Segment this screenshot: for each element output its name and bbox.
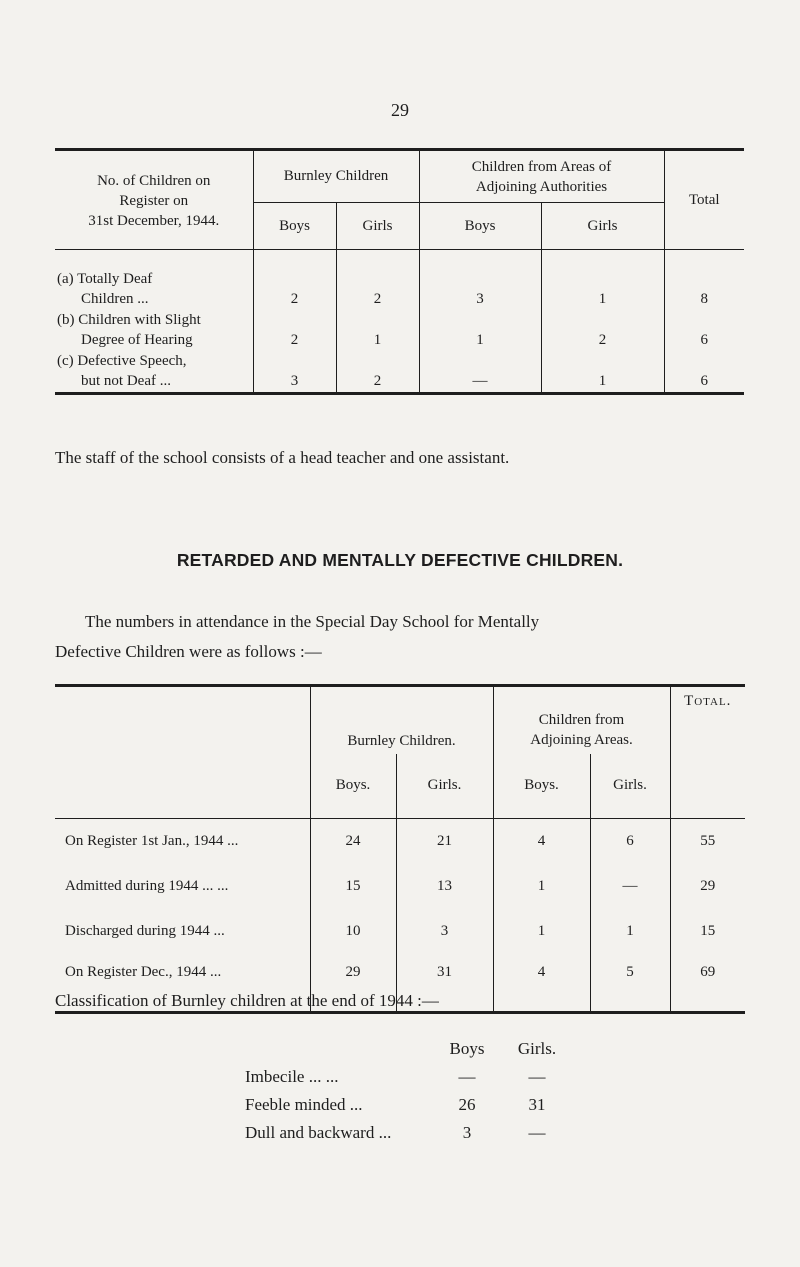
adjoining-areas-header: Children from Adjoining Areas. xyxy=(493,686,670,754)
cell: 1 xyxy=(419,310,541,351)
row-label: (b) Children with Slight Degree of Hearing xyxy=(57,311,201,348)
cell: 1 xyxy=(541,250,664,310)
cell: 2 xyxy=(336,250,419,310)
cell: 3 xyxy=(462,1123,472,1142)
row-label: Admitted during 1944 ... ... xyxy=(65,878,229,894)
row-label: Dull and backward ... xyxy=(245,1123,392,1142)
cell: 1 xyxy=(541,351,664,394)
cell: 1 xyxy=(336,310,419,351)
cell: 1 xyxy=(493,909,590,954)
cell: 15 xyxy=(310,864,396,909)
cell: 3 xyxy=(253,351,336,394)
burnley-children-header: Burnley Children xyxy=(253,150,419,203)
page-number: 29 xyxy=(391,100,409,120)
cell: 3 xyxy=(419,250,541,310)
sub-header-girls: Girls. xyxy=(396,754,493,819)
girls-header: Girls. xyxy=(517,1039,557,1058)
cell: 21 xyxy=(396,819,493,865)
table-row xyxy=(55,864,745,909)
cell: 15 xyxy=(670,909,745,954)
total-header: Total. xyxy=(670,686,745,819)
row-label: (c) Defective Speech, but not Deaf ... xyxy=(57,352,187,389)
cell: 1 xyxy=(590,909,670,954)
attendance-table xyxy=(55,684,745,1014)
cell: 69 xyxy=(670,954,745,1012)
table-row xyxy=(55,351,744,394)
cell: 4 xyxy=(493,954,590,1012)
cell: 6 xyxy=(664,351,744,394)
cell: 13 xyxy=(396,864,493,909)
sub-header-boys: Boys. xyxy=(310,754,396,819)
cell: — xyxy=(419,351,541,394)
row-label: Feeble minded ... xyxy=(245,1095,363,1114)
cell: 5 xyxy=(590,954,670,1012)
row-label: Discharged during 1944 ... xyxy=(65,923,225,939)
cell: 2 xyxy=(253,310,336,351)
cell: 1 xyxy=(493,864,590,909)
burnley-children-header: Burnley Children. xyxy=(310,686,493,754)
cell: 2 xyxy=(541,310,664,351)
cell: 10 xyxy=(310,909,396,954)
row-label: On Register 1st Jan., 1944 ... xyxy=(65,833,239,849)
sub-header-girls: Girls xyxy=(541,203,664,250)
cell: 2 xyxy=(253,250,336,310)
staff-sentence: The staff of the school consists of a head teacher and one assistant. xyxy=(55,448,510,467)
row-label: Imbecile ... ... xyxy=(245,1067,339,1086)
register-header: No. of Children on Register on 31st December, 1944. xyxy=(88,173,220,229)
blank-header xyxy=(55,686,310,819)
sub-header-boys: Boys. xyxy=(493,754,590,819)
sub-header-girls: Girls. xyxy=(590,754,670,819)
cell: 31 xyxy=(528,1095,546,1114)
cell: — xyxy=(528,1067,546,1086)
cell: — xyxy=(458,1067,476,1086)
cell: — xyxy=(590,864,670,909)
sub-header-girls: Girls xyxy=(336,203,419,250)
section-heading: RETARDED AND MENTALLY DEFECTIVE CHILDREN. xyxy=(176,550,624,570)
boys-header: Boys xyxy=(449,1039,485,1058)
cell: 29 xyxy=(310,954,396,1012)
cell: 6 xyxy=(664,310,744,351)
row-label: On Register Dec., 1944 ... xyxy=(65,964,222,980)
cell: 26 xyxy=(458,1095,476,1114)
cell: — xyxy=(528,1123,546,1142)
table-row xyxy=(55,819,745,865)
cell: 6 xyxy=(590,819,670,865)
cell: 29 xyxy=(670,864,745,909)
adjoining-authorities-header: Children from Areas of Adjoining Authorities xyxy=(419,150,664,203)
list-item xyxy=(245,1091,577,1119)
cell: 55 xyxy=(670,819,745,865)
intro-paragraph: The numbers in attendance in the Special Day School for Mentally Defective Children were as follows :— xyxy=(55,612,540,661)
blank-header xyxy=(245,1035,437,1063)
cell: 8 xyxy=(664,250,744,310)
list-item xyxy=(245,1119,577,1147)
row-label: (a) Totally Deaf Children ... xyxy=(57,270,153,307)
cell: 31 xyxy=(396,954,493,1012)
cell: 2 xyxy=(336,351,419,394)
deaf-children-table xyxy=(55,148,744,395)
table-row xyxy=(55,310,744,351)
cell: 4 xyxy=(493,819,590,865)
list-item xyxy=(245,1063,577,1091)
cell: 3 xyxy=(396,909,493,954)
cell: 24 xyxy=(310,819,396,865)
classification-table xyxy=(245,1035,577,1147)
table-row xyxy=(55,250,744,310)
sub-header-boys: Boys xyxy=(253,203,336,250)
table-row xyxy=(55,909,745,954)
classification-intro: Classification of Burnley children at the end of 1944 :— xyxy=(55,991,439,1010)
total-header: Total xyxy=(664,150,744,250)
sub-header-boys: Boys xyxy=(419,203,541,250)
